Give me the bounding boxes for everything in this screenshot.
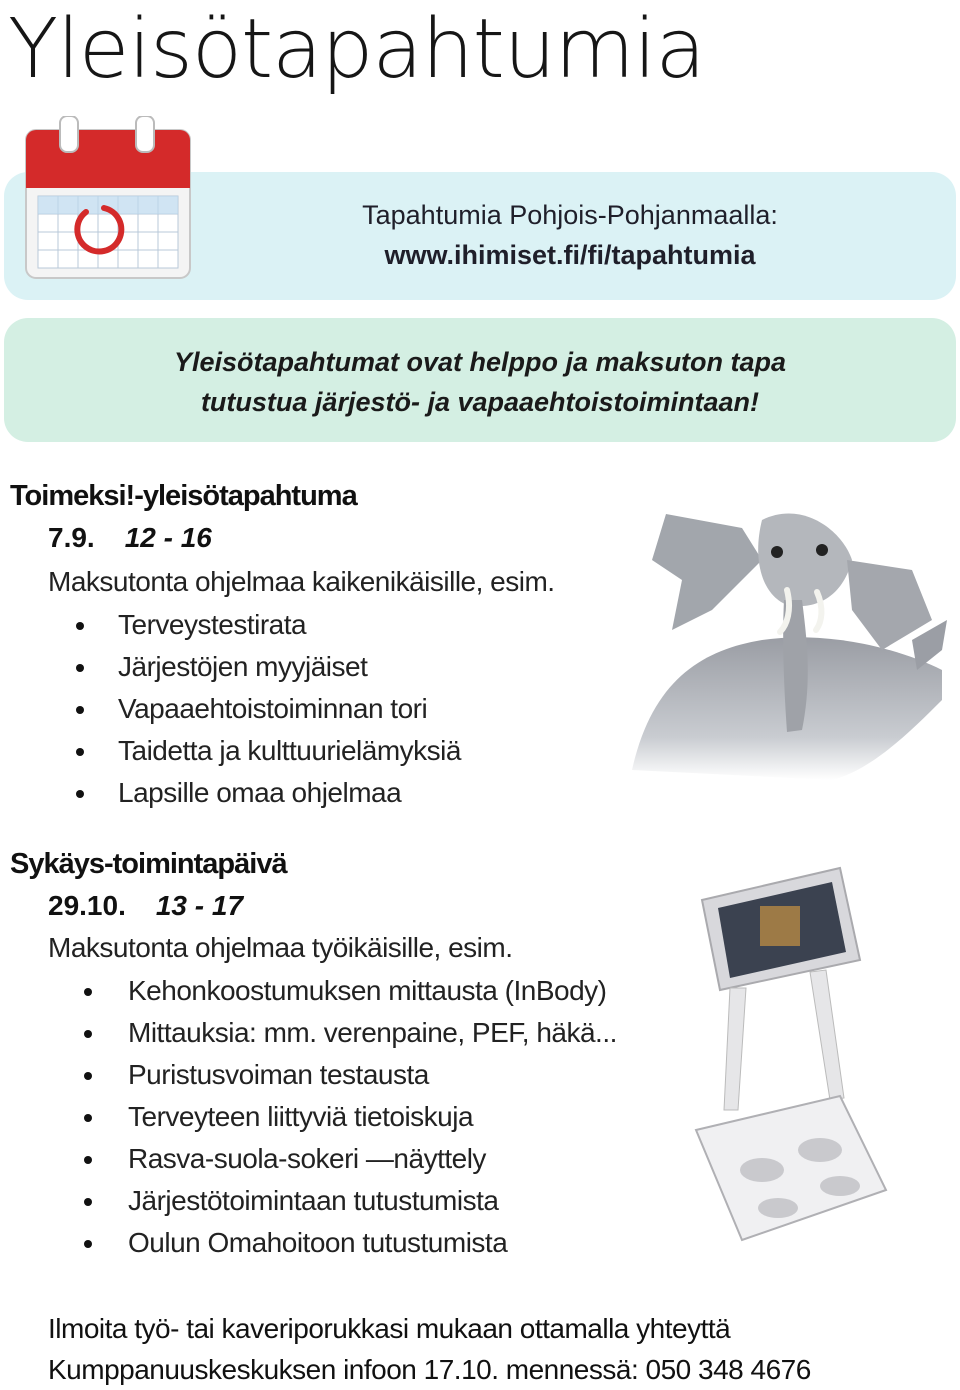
bullet-icon <box>84 1030 92 1038</box>
event1-time: 12 - 16 <box>124 522 212 553</box>
tagline <box>60 342 900 422</box>
calendar-icon <box>24 116 194 282</box>
bullet-icon <box>84 1198 92 1206</box>
list-item: Lapsille omaa ohjelmaa <box>76 774 461 816</box>
bullet-icon <box>84 988 92 996</box>
list-item: Puristusvoiman testausta <box>84 1056 617 1098</box>
info-box-heading: Tapahtumia Pohjois-Pohjanmaalla: <box>362 200 778 230</box>
list-item: Terveystestirata <box>76 606 461 648</box>
bullet-icon <box>76 790 84 798</box>
list-item: Mittauksia: mm. verenpaine, PEF, häkä... <box>84 1014 617 1056</box>
bullet-icon <box>76 748 84 756</box>
footer-line-2: Kumppanuuskeskuksen infoon 17.10. mennessä: 050 348 4676 <box>48 1354 811 1385</box>
event2-datetime <box>48 890 243 922</box>
bullet-icon <box>84 1156 92 1164</box>
footer-line-1: Ilmoita työ- tai kaveriporukkasi mukaan ottamalla yhteyttä <box>48 1313 731 1344</box>
list-item: Järjestötoimintaan tutustumista <box>84 1182 617 1224</box>
event2-intro: Maksutonta ohjelmaa työikäisille, esim. <box>48 932 513 963</box>
info-box-url[interactable]: www.ihimiset.fi/fi/tapahtumia <box>384 240 756 270</box>
event2-list <box>84 972 617 1266</box>
footer-contact <box>48 1308 811 1390</box>
event1-intro: Maksutonta ohjelmaa kaikenikäisille, esim. <box>48 566 555 597</box>
tagline-line-2: tutustua järjestö- ja vapaaehtoistoimintaan! <box>200 387 760 417</box>
event1-datetime <box>48 522 212 554</box>
body-composition-scale-image <box>690 860 890 1250</box>
bullet-icon <box>76 622 84 630</box>
page-title: Yleisötapahtumia <box>8 2 705 97</box>
list-item: Taidetta ja kulttuurielämyksiä <box>76 732 461 774</box>
list-item: Vapaaehtoistoiminnan tori <box>76 690 461 732</box>
bullet-icon <box>84 1240 92 1248</box>
tagline-line-1: Yleisötapahtumat ovat helppo ja maksuton tapa <box>173 347 787 377</box>
event1-title: Toimeksi!-yleisötapahtuma <box>10 480 357 512</box>
bullet-icon <box>76 706 84 714</box>
elephant-mascot-image <box>612 500 952 790</box>
event2-title: Sykäys-toimintapäivä <box>10 848 287 880</box>
list-item: Järjestöjen myyjäiset <box>76 648 461 690</box>
bullet-icon <box>76 664 84 672</box>
list-item: Kehonkoostumuksen mittausta (InBody) <box>84 972 617 1014</box>
event1-list <box>76 606 461 816</box>
event1-date: 7.9. <box>48 522 95 553</box>
event2-time: 13 - 17 <box>155 890 244 921</box>
list-item: Rasva-suola-sokeri —näyttely <box>84 1140 617 1182</box>
list-item: Oulun Omahoitoon tutustumista <box>84 1224 617 1266</box>
list-item: Terveyteen liittyviä tietoiskuja <box>84 1098 617 1140</box>
event2-date: 29.10. <box>48 890 126 921</box>
bullet-icon <box>84 1114 92 1122</box>
bullet-icon <box>84 1072 92 1080</box>
